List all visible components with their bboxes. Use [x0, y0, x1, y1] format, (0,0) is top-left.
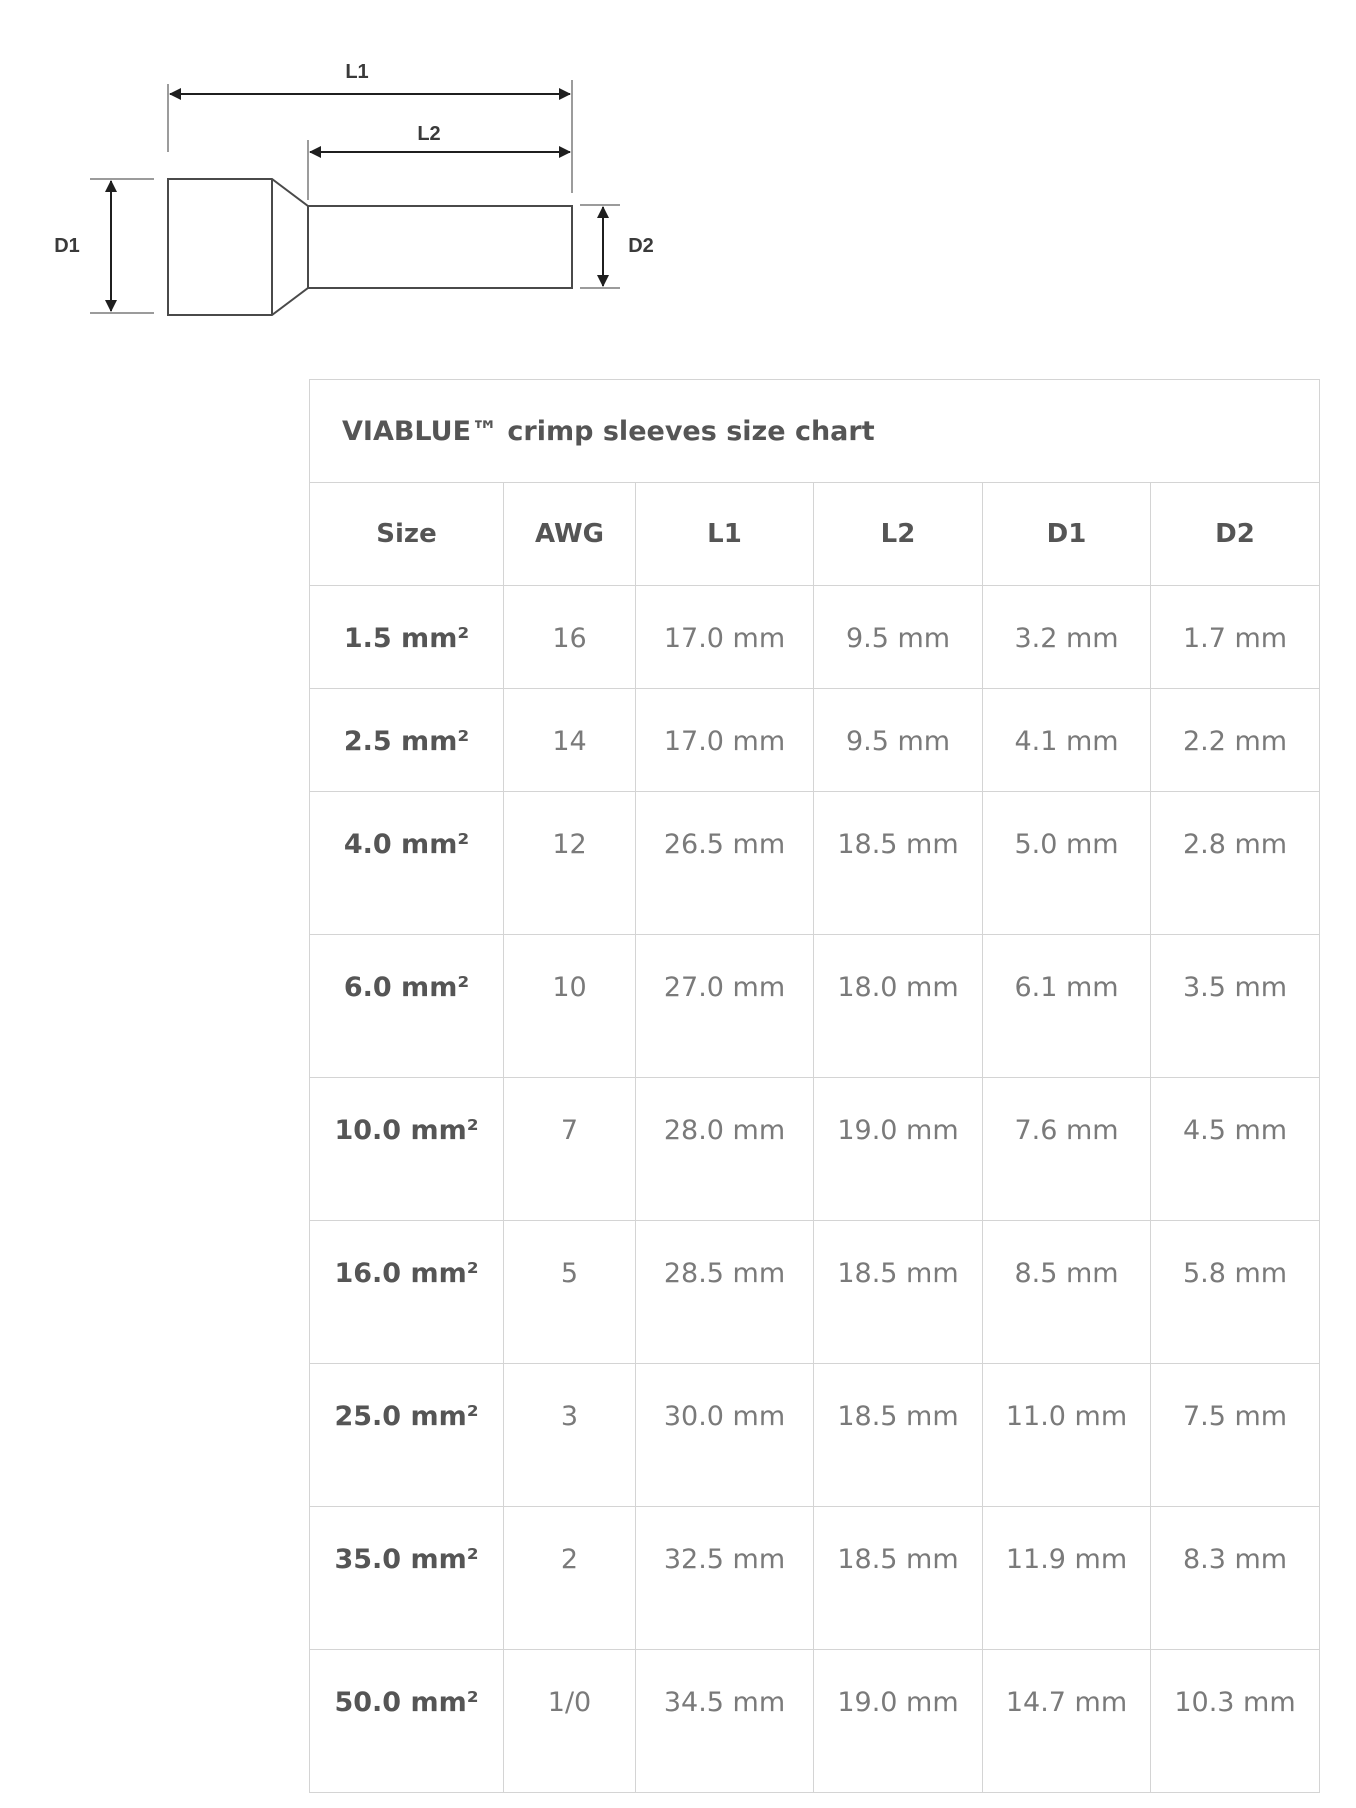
cell-d1: 4.1 mm [983, 689, 1151, 792]
header-size: Size [310, 483, 504, 586]
cell-d1: 8.5 mm [983, 1221, 1151, 1364]
cell-l2: 19.0 mm [814, 1078, 983, 1221]
table-row [310, 792, 1320, 935]
cell-l2: 9.5 mm [814, 586, 983, 689]
cell-awg: 5 [504, 1221, 636, 1364]
ferrule-diagram-svg [50, 40, 670, 330]
cell-size: 6.0 mm² [310, 935, 504, 1078]
cell-d2: 7.5 mm [1151, 1364, 1320, 1507]
cell-awg: 2 [504, 1507, 636, 1650]
table-row [310, 1507, 1320, 1650]
label-l2: L2 [417, 123, 441, 145]
cell-d1: 6.1 mm [983, 935, 1151, 1078]
table-row [310, 1650, 1320, 1793]
cell-d2: 1.7 mm [1151, 586, 1320, 689]
cell-l1: 28.5 mm [636, 1221, 814, 1364]
cell-l1: 17.0 mm [636, 689, 814, 792]
table-row [310, 1221, 1320, 1364]
table-row [310, 1078, 1320, 1221]
cell-awg: 12 [504, 792, 636, 935]
cell-awg: 3 [504, 1364, 636, 1507]
cell-l2: 18.5 mm [814, 1221, 983, 1364]
table-caption: VIABLUE™ crimp sleeves size chart [310, 380, 1320, 483]
cell-size: 50.0 mm² [310, 1650, 504, 1793]
ferrule-outline [168, 179, 572, 315]
cell-awg: 7 [504, 1078, 636, 1221]
cell-d1: 11.9 mm [983, 1507, 1151, 1650]
cell-size: 35.0 mm² [310, 1507, 504, 1650]
cell-d2: 2.2 mm [1151, 689, 1320, 792]
cell-size: 1.5 mm² [310, 586, 504, 689]
cell-l1: 32.5 mm [636, 1507, 814, 1650]
cell-d1: 11.0 mm [983, 1364, 1151, 1507]
label-d2: D2 [628, 235, 654, 257]
header-row [310, 483, 1320, 586]
cell-l1: 28.0 mm [636, 1078, 814, 1221]
cell-l1: 30.0 mm [636, 1364, 814, 1507]
size-chart-table [309, 379, 1320, 1793]
label-l1: L1 [345, 61, 369, 83]
header-l1: L1 [636, 483, 814, 586]
table-row [310, 1364, 1320, 1507]
label-d1: D1 [54, 235, 80, 257]
cell-size: 16.0 mm² [310, 1221, 504, 1364]
cell-d2: 4.5 mm [1151, 1078, 1320, 1221]
cell-l2: 9.5 mm [814, 689, 983, 792]
cell-l2: 18.5 mm [814, 1364, 983, 1507]
cell-awg: 1/0 [504, 1650, 636, 1793]
cell-d2: 3.5 mm [1151, 935, 1320, 1078]
caption-row [310, 380, 1320, 483]
cell-size: 10.0 mm² [310, 1078, 504, 1221]
cell-d1: 3.2 mm [983, 586, 1151, 689]
cell-d2: 2.8 mm [1151, 792, 1320, 935]
table-row [310, 689, 1320, 792]
cell-l2: 18.5 mm [814, 792, 983, 935]
cell-d2: 5.8 mm [1151, 1221, 1320, 1364]
header-d1: D1 [983, 483, 1151, 586]
cell-l2: 18.0 mm [814, 935, 983, 1078]
cell-size: 4.0 mm² [310, 792, 504, 935]
table-row [310, 586, 1320, 689]
cell-d2: 8.3 mm [1151, 1507, 1320, 1650]
cell-d1: 7.6 mm [983, 1078, 1151, 1221]
ferrule-dimension-diagram [50, 40, 670, 330]
cell-l2: 18.5 mm [814, 1507, 983, 1650]
size-chart-container [309, 379, 1319, 1793]
cell-awg: 16 [504, 586, 636, 689]
header-awg: AWG [504, 483, 636, 586]
cell-l1: 17.0 mm [636, 586, 814, 689]
cell-d1: 5.0 mm [983, 792, 1151, 935]
cell-l1: 34.5 mm [636, 1650, 814, 1793]
cell-size: 2.5 mm² [310, 689, 504, 792]
table-row [310, 935, 1320, 1078]
cell-awg: 14 [504, 689, 636, 792]
cell-size: 25.0 mm² [310, 1364, 504, 1507]
cell-d2: 10.3 mm [1151, 1650, 1320, 1793]
cell-l1: 26.5 mm [636, 792, 814, 935]
cell-l1: 27.0 mm [636, 935, 814, 1078]
header-l2: L2 [814, 483, 983, 586]
cell-d1: 14.7 mm [983, 1650, 1151, 1793]
cell-l2: 19.0 mm [814, 1650, 983, 1793]
header-d2: D2 [1151, 483, 1320, 586]
cell-awg: 10 [504, 935, 636, 1078]
